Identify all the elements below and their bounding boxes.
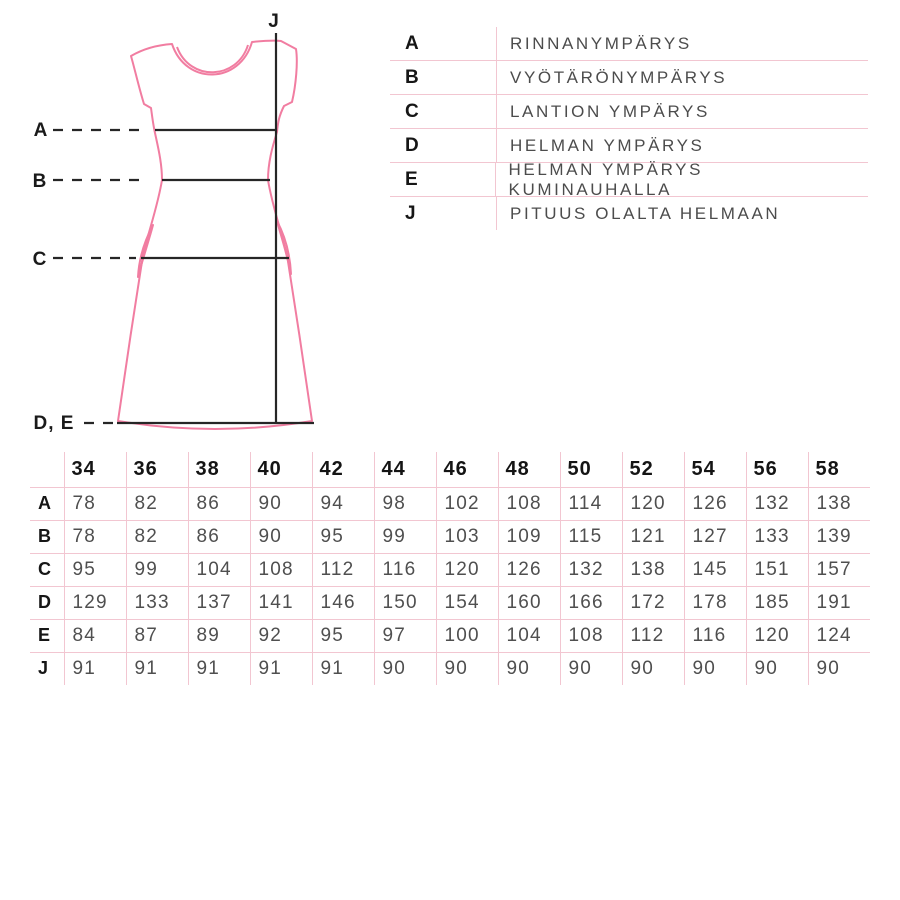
diagram-label-a: A	[33, 120, 49, 141]
size-table-head	[30, 452, 870, 487]
legend-measurement-name: RINNANYMPÄRYS	[510, 33, 692, 53]
size-value-cell: 94	[312, 487, 374, 520]
size-value-cell: 138	[622, 553, 684, 586]
size-row-e	[30, 619, 870, 652]
size-value-cell: 172	[622, 586, 684, 619]
legend-letter: D	[390, 129, 497, 162]
size-value-cell: 154	[436, 586, 498, 619]
size-value-cell: 90	[746, 652, 808, 685]
size-row-a	[30, 487, 870, 520]
size-value-cell: 104	[188, 553, 250, 586]
size-value-cell: 108	[560, 619, 622, 652]
size-value-cell: 114	[560, 487, 622, 520]
size-value-cell: 120	[622, 487, 684, 520]
size-value-cell: 139	[808, 520, 870, 553]
measure-row-label: A	[30, 487, 64, 520]
size-header-cell: 54	[684, 452, 746, 487]
legend-measurement-name: LANTION YMPÄRYS	[510, 101, 710, 121]
size-value-cell: 120	[436, 553, 498, 586]
size-value-cell: 108	[498, 487, 560, 520]
size-value-cell: 90	[250, 487, 312, 520]
size-value-cell: 84	[64, 619, 126, 652]
size-header-cell: 36	[126, 452, 188, 487]
legend-row-b	[390, 61, 868, 95]
size-value-cell: 138	[808, 487, 870, 520]
size-value-cell: 90	[622, 652, 684, 685]
size-value-cell: 145	[684, 553, 746, 586]
size-value-cell: 108	[250, 553, 312, 586]
size-value-cell: 90	[374, 652, 436, 685]
size-value-cell: 98	[374, 487, 436, 520]
size-value-cell: 178	[684, 586, 746, 619]
size-value-cell: 124	[808, 619, 870, 652]
size-value-cell: 132	[560, 553, 622, 586]
size-value-cell: 90	[684, 652, 746, 685]
size-row-c	[30, 553, 870, 586]
size-value-cell: 90	[560, 652, 622, 685]
legend-measurement-name: PITUUS OLALTA HELMAAN	[510, 203, 781, 223]
size-value-cell: 129	[64, 586, 126, 619]
size-value-cell: 89	[188, 619, 250, 652]
size-value-cell: 86	[188, 520, 250, 553]
measure-row-label: C	[30, 553, 64, 586]
legend-letter: A	[390, 27, 497, 60]
diagram-label-c: C	[32, 249, 48, 270]
size-value-cell: 120	[746, 619, 808, 652]
size-table	[30, 452, 870, 685]
size-value-cell: 146	[312, 586, 374, 619]
size-value-cell: 127	[684, 520, 746, 553]
size-value-cell: 112	[312, 553, 374, 586]
size-header-cell: 52	[622, 452, 684, 487]
size-value-cell: 137	[188, 586, 250, 619]
size-value-cell: 99	[126, 553, 188, 586]
size-value-cell: 115	[560, 520, 622, 553]
legend-row-j	[390, 197, 868, 230]
legend-letter: C	[390, 95, 497, 128]
size-row-b	[30, 520, 870, 553]
size-value-cell: 95	[64, 553, 126, 586]
size-value-cell: 95	[312, 619, 374, 652]
size-row-j	[30, 652, 870, 685]
size-value-cell: 82	[126, 487, 188, 520]
size-value-cell: 141	[250, 586, 312, 619]
size-value-cell: 97	[374, 619, 436, 652]
neckline-inner-curve	[177, 45, 248, 72]
size-table-body	[30, 487, 870, 685]
size-value-cell: 95	[312, 520, 374, 553]
size-header-cell: 58	[808, 452, 870, 487]
legend-measurement-name: HELMAN YMPÄRYS KUMINAUHALLA	[508, 159, 704, 199]
legend-row-a	[390, 27, 868, 61]
size-value-cell: 91	[312, 652, 374, 685]
size-value-cell: 116	[684, 619, 746, 652]
pocket-right	[277, 221, 291, 274]
dress-diagram	[0, 0, 380, 460]
legend-letter: J	[390, 197, 497, 230]
size-value-cell: 86	[188, 487, 250, 520]
size-header-cell: 40	[250, 452, 312, 487]
pocket-left	[138, 225, 153, 277]
size-header-cell: 46	[436, 452, 498, 487]
legend-row-e	[390, 159, 868, 199]
size-value-cell: 102	[436, 487, 498, 520]
size-value-cell: 91	[126, 652, 188, 685]
legend-measurement-name: VYÖTÄRÖNYMPÄRYS	[510, 67, 728, 87]
legend-letter: B	[390, 61, 497, 94]
size-value-cell: 126	[498, 553, 560, 586]
size-row-d	[30, 586, 870, 619]
size-value-cell: 109	[498, 520, 560, 553]
size-value-cell: 100	[436, 619, 498, 652]
size-value-cell: 92	[250, 619, 312, 652]
size-value-cell: 91	[250, 652, 312, 685]
size-value-cell: 157	[808, 553, 870, 586]
size-header-cell: 34	[64, 452, 126, 487]
size-header-cell: 42	[312, 452, 374, 487]
size-header-cell: 56	[746, 452, 808, 487]
size-header-row	[30, 452, 870, 487]
size-value-cell: 133	[126, 586, 188, 619]
size-header-cell: 50	[560, 452, 622, 487]
diagram-label-j: J	[268, 11, 280, 32]
size-value-cell: 99	[374, 520, 436, 553]
measure-row-label: J	[30, 652, 64, 685]
size-value-cell: 132	[746, 487, 808, 520]
size-value-cell: 91	[188, 652, 250, 685]
size-value-cell: 90	[816, 657, 841, 679]
size-header-cell: 38	[188, 452, 250, 487]
size-value-cell: 90	[436, 652, 498, 685]
size-value-cell: 78	[64, 487, 126, 520]
size-value-cell: 151	[746, 553, 808, 586]
size-header-cell: 48	[498, 452, 560, 487]
size-value-cell: 90	[498, 652, 560, 685]
legend-row-d	[390, 129, 868, 163]
size-value-cell: 78	[64, 520, 126, 553]
size-value-cell: 133	[746, 520, 808, 553]
legend-table	[390, 27, 868, 230]
size-header-cell: 44	[374, 452, 436, 487]
legend-measurement-name: HELMAN YMPÄRYS	[510, 135, 705, 155]
legend-letter: E	[390, 163, 496, 196]
size-value-cell: 116	[374, 553, 436, 586]
measure-row-label: D	[30, 586, 64, 619]
size-value-cell: 82	[126, 520, 188, 553]
size-value-cell: 121	[622, 520, 684, 553]
size-value-cell: 166	[560, 586, 622, 619]
size-value-cell: 104	[498, 619, 560, 652]
measure-row-label: E	[30, 619, 64, 652]
size-table-corner-cell	[30, 452, 64, 487]
size-value-cell: 103	[436, 520, 498, 553]
size-value-cell: 90	[250, 520, 312, 553]
size-value-cell: 126	[684, 487, 746, 520]
diagram-label-b: B	[32, 171, 48, 192]
size-value-cell: 191	[808, 586, 870, 619]
size-value-cell: 185	[746, 586, 808, 619]
diagram-label-de: D, E	[33, 413, 75, 434]
measure-row-label: B	[30, 520, 64, 553]
size-value-cell: 87	[126, 619, 188, 652]
size-value-cell: 112	[622, 619, 684, 652]
size-value-cell: 160	[498, 586, 560, 619]
size-value-cell: 91	[64, 652, 126, 685]
size-value-cell: 150	[374, 586, 436, 619]
legend-row-c	[390, 95, 868, 129]
